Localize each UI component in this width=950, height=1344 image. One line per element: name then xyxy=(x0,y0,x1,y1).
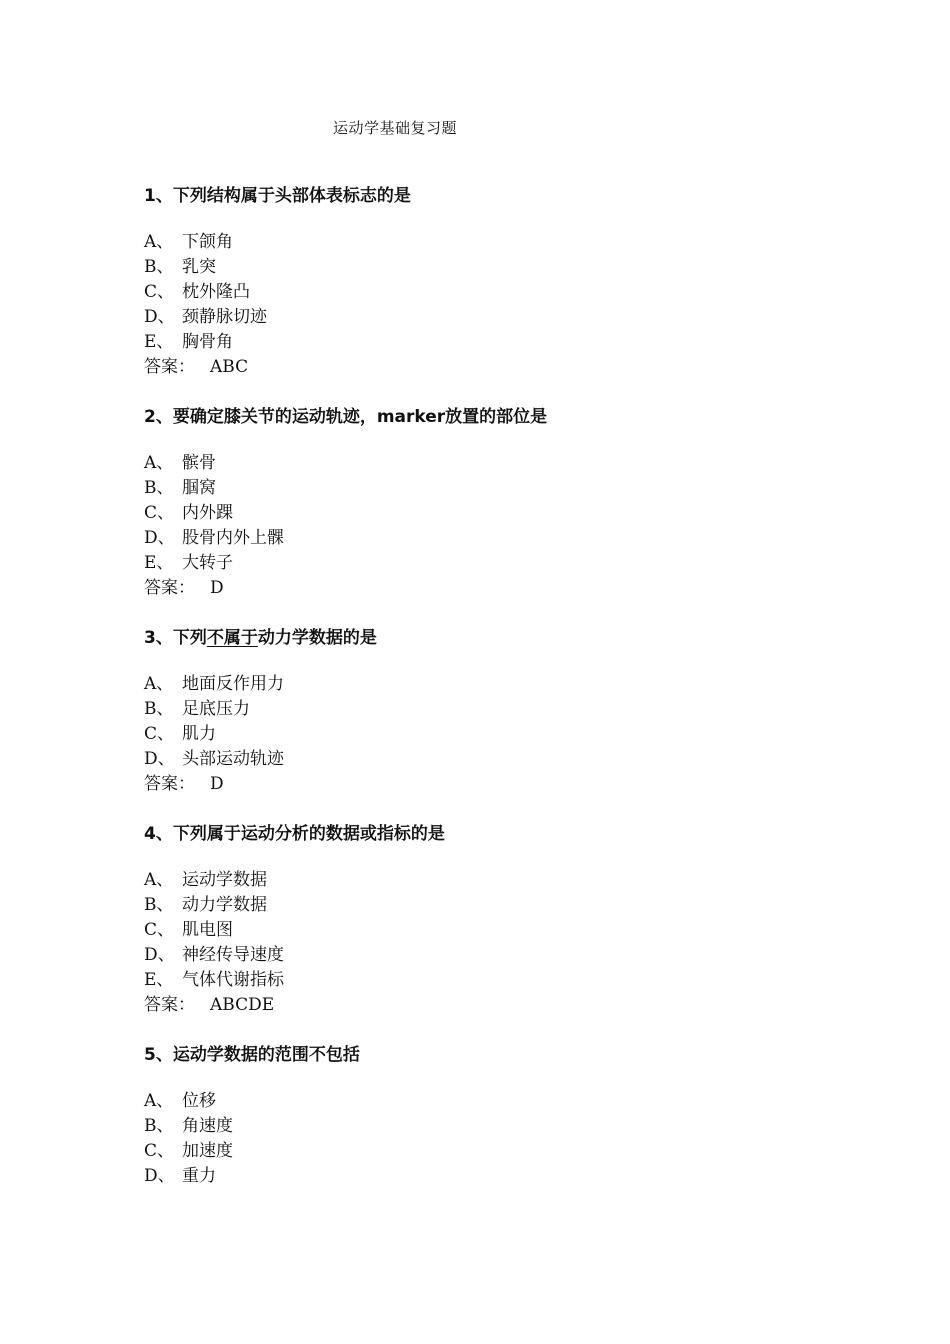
answer-row xyxy=(144,355,844,380)
option-text: 下颌角 xyxy=(182,232,233,252)
option-text: 地面反作用力 xyxy=(182,674,284,694)
question-block xyxy=(144,625,844,797)
option-row xyxy=(144,918,844,943)
answer-row xyxy=(144,772,844,797)
question-text-underlined: 不属于 xyxy=(206,628,258,648)
option-letter: C、 xyxy=(144,282,175,302)
option-text: 气体代谢指标 xyxy=(182,970,284,990)
question-text: 要确定膝关节的运动轨迹，marker放置的部位是 xyxy=(172,407,548,427)
option-text: 内外踝 xyxy=(182,503,233,523)
option-letter: C、 xyxy=(144,920,175,940)
option-row xyxy=(144,501,844,526)
option-text: 股骨内外上髁 xyxy=(182,528,284,548)
question-text-tail: 动力学数据的是 xyxy=(257,628,377,648)
question-heading xyxy=(144,183,844,209)
question-number: 3、 xyxy=(144,628,173,648)
option-row xyxy=(144,1164,844,1189)
page-title: 运动学基础复习题 xyxy=(332,119,457,137)
question-text: 下列结构属于头部体表标志的是 xyxy=(172,186,411,206)
answer-label: 答案： xyxy=(144,995,195,1015)
option-text: 胸骨角 xyxy=(182,332,233,352)
option-text: 肌力 xyxy=(182,724,216,744)
option-row xyxy=(144,280,844,305)
option-letter: A、 xyxy=(144,453,174,473)
option-row xyxy=(144,672,844,697)
option-row xyxy=(144,230,844,255)
question-text: 下列 xyxy=(172,628,207,648)
question-number: 2、 xyxy=(144,407,173,427)
option-letter: D、 xyxy=(144,945,175,965)
option-text: 腘窝 xyxy=(182,478,216,498)
option-row xyxy=(144,697,844,722)
question-heading xyxy=(144,1042,844,1068)
option-letter: D、 xyxy=(144,1166,175,1186)
option-text: 重力 xyxy=(182,1166,216,1186)
option-text: 大转子 xyxy=(182,553,233,573)
option-text: 动力学数据 xyxy=(182,895,267,915)
option-letter: C、 xyxy=(144,503,175,523)
option-text: 乳突 xyxy=(182,257,216,277)
option-text: 足底压力 xyxy=(182,699,250,719)
answer-label: 答案： xyxy=(144,774,195,794)
option-letter: B、 xyxy=(144,895,174,915)
option-row xyxy=(144,868,844,893)
option-text: 肌电图 xyxy=(182,920,233,940)
question-heading xyxy=(144,404,844,430)
option-letter: C、 xyxy=(144,724,175,744)
answer-label: 答案： xyxy=(144,357,195,377)
question-number: 4、 xyxy=(144,824,173,844)
option-text: 角速度 xyxy=(182,1116,233,1136)
option-letter: C、 xyxy=(144,1141,175,1161)
question-block xyxy=(144,1042,844,1189)
option-row xyxy=(144,722,844,747)
option-row xyxy=(144,968,844,993)
option-row xyxy=(144,526,844,551)
option-text: 头部运动轨迹 xyxy=(182,749,284,769)
option-text: 运动学数据 xyxy=(182,870,267,890)
option-letter: E、 xyxy=(144,970,174,990)
question-heading xyxy=(144,821,844,847)
option-letter: A、 xyxy=(144,674,174,694)
answer-label: 答案： xyxy=(144,578,195,598)
option-text: 神经传导速度 xyxy=(182,945,284,965)
option-row xyxy=(144,893,844,918)
option-text: 颈静脉切迹 xyxy=(182,307,267,327)
question-number: 1、 xyxy=(144,186,173,206)
option-letter: D、 xyxy=(144,528,175,548)
option-letter: A、 xyxy=(144,1091,174,1111)
question-number: 5、 xyxy=(144,1045,173,1065)
option-text: 髌骨 xyxy=(182,453,216,473)
option-letter: B、 xyxy=(144,699,174,719)
option-row xyxy=(144,943,844,968)
option-letter: B、 xyxy=(144,478,174,498)
question-heading xyxy=(144,625,844,651)
option-row xyxy=(144,747,844,772)
option-letter: B、 xyxy=(144,257,174,277)
option-row xyxy=(144,1089,844,1114)
answer-row xyxy=(144,576,844,601)
option-row xyxy=(144,551,844,576)
question-block xyxy=(144,183,844,380)
option-letter: E、 xyxy=(144,553,174,573)
option-text: 加速度 xyxy=(182,1141,233,1161)
option-letter: E、 xyxy=(144,332,174,352)
option-row xyxy=(144,255,844,280)
question-text: 下列属于运动分析的数据或指标的是 xyxy=(172,824,445,844)
option-letter: B、 xyxy=(144,1116,174,1136)
answer-value: D xyxy=(210,774,224,794)
option-row xyxy=(144,1139,844,1164)
option-row xyxy=(144,451,844,476)
question-block xyxy=(144,821,844,1018)
question-text: 运动学数据的范围不包括 xyxy=(172,1045,360,1065)
option-letter: A、 xyxy=(144,870,174,890)
option-text: 枕外隆凸 xyxy=(182,282,250,302)
option-row xyxy=(144,1114,844,1139)
question-list xyxy=(144,183,844,1213)
option-row xyxy=(144,330,844,355)
question-block xyxy=(144,404,844,601)
option-letter: D、 xyxy=(144,307,175,327)
option-row xyxy=(144,476,844,501)
answer-value: D xyxy=(210,578,224,598)
option-letter: D、 xyxy=(144,749,175,769)
answer-row xyxy=(144,993,844,1018)
option-letter: A、 xyxy=(144,232,174,252)
option-row xyxy=(144,305,844,330)
option-text: 位移 xyxy=(182,1091,216,1111)
answer-value: ABC xyxy=(210,357,249,377)
answer-value: ABCDE xyxy=(210,995,275,1015)
